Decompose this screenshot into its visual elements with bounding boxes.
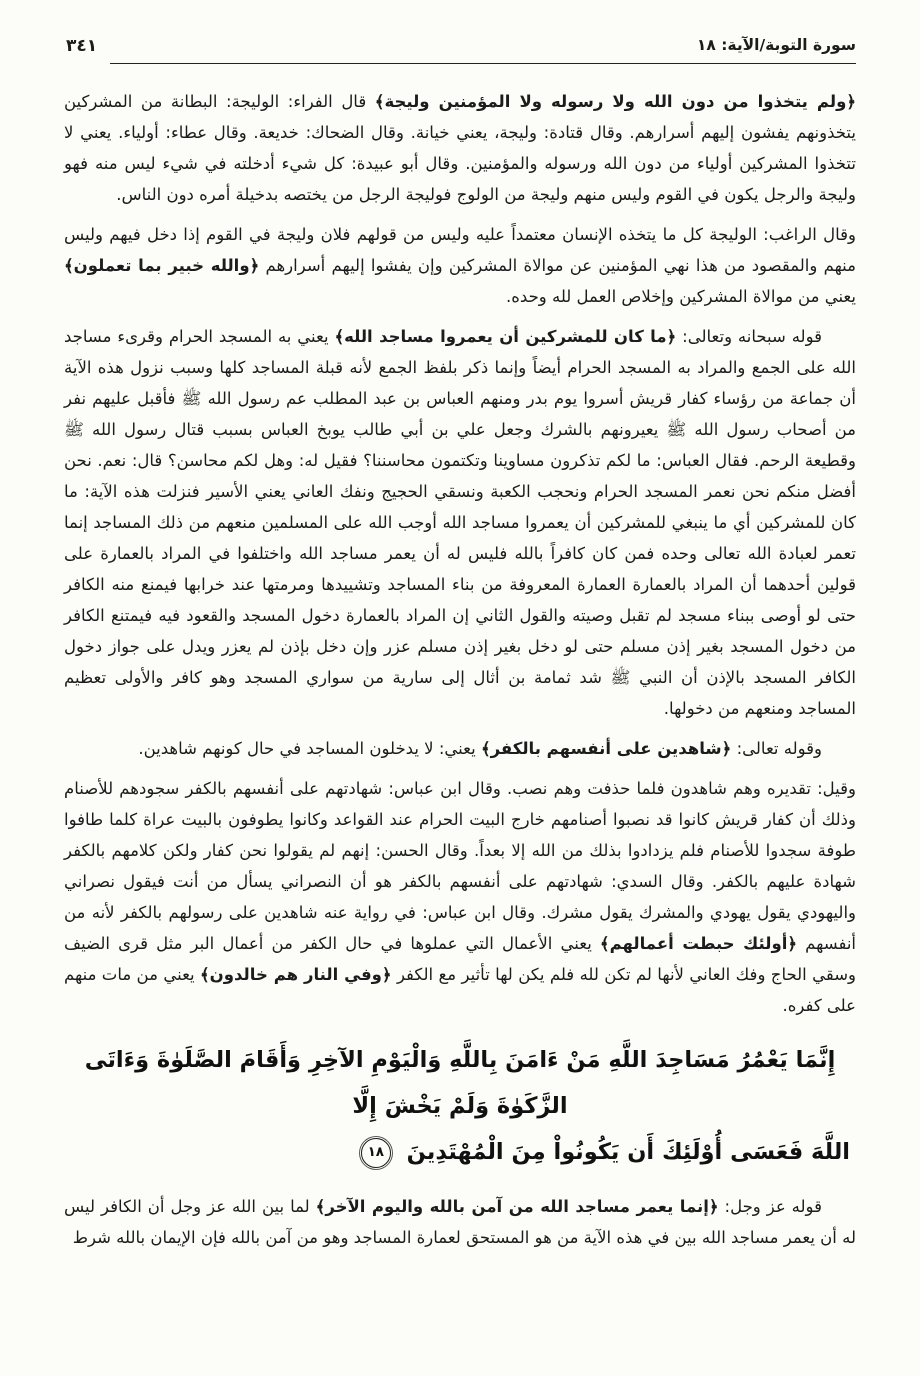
paragraph-walijah-commentary: ﴿ولم يتخذوا من دون الله ولا رسوله ولا المؤمنين وليجة﴾ قال الفراء: الوليجة: البطانة من المشركين يتخذونهم يفشون إليهم أسرارهم. وقال قتادة: وليجة، يعني خيانة. وقال الضحاك: خديعة. وقال عطاء: أولياء. يعني لا تتخذوا المشركين أولياء من دون الله ورسوله والمؤمنين. وقال أبو عبيدة: كل شيء أدخلته في شيء ليس منه فهو وليجة والرجل يكون في القوم وليس منهم وليجة من الولوج فوليجة الرجل من يختصه بدخيلة أمره دون الناس. bbox=[64, 92, 856, 204]
verse-line-2 bbox=[70, 1129, 850, 1175]
verse-line-2-text: اللَّهَ فَعَسَى أُوْلَئِكَ أَن يَكُونُواْ مِنَ الْمُهْتَدِينَ bbox=[406, 1139, 850, 1165]
paragraph-shahidin-commentary: وقوله تعالى: ﴿شاهدين على أنفسهم بالكفر﴾ يعني: لا يدخلون المساجد في حال كونهم شاهدين. bbox=[138, 739, 822, 758]
page-body bbox=[64, 86, 856, 1253]
paragraph-closing-commentary: قوله عز وجل: ﴿إنما يعمر مساجد الله من آمن بالله واليوم الآخر﴾ لما بين الله عز وجل أن الكافر ليس له أن يعمر مساجد الله بين في هذه الآية من هو المستحق لعمارة المساجد وهو من آمن بالله فإن الإيمان بالله شرط bbox=[64, 1197, 856, 1247]
ayah-number-medallion bbox=[361, 1138, 391, 1168]
chapter-verse-header: سورة التوبة/الآية: ١٨ bbox=[696, 36, 856, 54]
page-number: ٣٤١ bbox=[66, 36, 98, 56]
paragraph-masajid-commentary: قوله سبحانه وتعالى: ﴿ما كان للمشركين أن يعمروا مساجد الله﴾ يعني به المسجد الحرام وقرىء مساجد الله على الجمع والمراد به المسجد الحرام أيضاً وإنما ذكر بلفظ الجمع لأنه قبلة المساجد كلها وسبب نزول هذه الآية أن جماعة من رؤساء كفار قريش أسروا يوم بدر ومنهم العباس بن عبد المطلب عم رسول الله ﷺ فأقبل عليهم نفر من أصحاب رسول الله ﷺ يعيرونهم بالشرك وجعل علي بن أبي طالب يوبخ العباس بسبب قتال رسول الله ﷺ وقطيعة الرحم. فقال العباس: ما لكم تذكرون مساوينا وتكتمون محاسننا؟ فقيل له: وهل لكم محاسن؟ قال: نعم. نحن أفضل منكم نحن نعمر المسجد الحرام ونحجب الكعبة ونسقي الحجيج ونفك العاني يعني الأسير فنزلت هذه الآية: ما كان للمشركين أي ما ينبغي للمشركين أن يعمروا مساجد الله أوجب الله على المسلمين منعهم من ذلك المساجد إنما تعمر لعبادة الله تعالى وحده فمن كان كافراً بالله فليس له أن يعمر مساجد الله واختلفوا في المراد بالعمارة على قولين أحدهما أن المراد بالعمارة العمارة المعروفة من بناء المساجد وتشييدها ومرمتها عند خرابها فيمنع منه الكافر حتى لو أوصى ببناء مسجد لم تقبل وصيته والقول الثاني إن المراد بالعمارة دخول المسجد والقعود فيه فيمتنع الكافر من دخول المسجد بغير إذن مسلم حتى لو دخل بغير إذن مسلم عزر وإن دخل بإذن لم يعزر ويدل على جواز دخول الكافر المسجد بالإذن أن النبي ﷺ شد ثمامة بن أثال إلى سارية من سواري المسجد وهو كافر والأولى تعظيم المساجد ومنعهم من دخولها. bbox=[64, 327, 856, 718]
paragraph-raghib-commentary: وقال الراغب: الوليجة كل ما يتخذه الإنسان معتمداً عليه وليس من قولهم فلان وليجة في القوم إذا دخل فيهم وليس منهم والمقصود من هذا نهي المؤمنين عن موالاة المشركين وإن يفشوا إليهم أسرارهم ﴿والله خبير بما تعملون﴾ يعني من موالاة المشركين وإخلاص العمل لله وحده. bbox=[64, 225, 856, 306]
header-rule bbox=[110, 63, 856, 64]
verse-line-1: إِنَّمَا يَعْمُرُ مَسَاجِدَ اللَّهِ مَنْ ءَامَنَ بِاللَّهِ وَالْيَوْمِ الآخِرِ وَأَقَامَ الصَّلَوٰةَ وَءَاتَى الزَّكَوٰةَ وَلَمْ يَخْشَ إِلَّا bbox=[84, 1047, 836, 1119]
quran-verse bbox=[70, 1037, 850, 1175]
ayah-number: ١٨ bbox=[367, 1143, 385, 1160]
page-header bbox=[64, 34, 856, 64]
paragraph-waqila-commentary: وقيل: تقديره وهم شاهدون فلما حذفت وهم نصب. وقال ابن عباس: شهادتهم على أنفسهم بالكفر سجودهم للأصنام وذلك أن كفار قريش كانوا قد نصبوا أصنامهم خارج البيت الحرام عند القواعد وكانوا يطوفون بالبيت عراة كلما طافوا طوفة سجدوا للأصنام فلم يزدادوا بذلك من الله إلا بعداً. وقال الحسن: إنهم لم يقولوا نحن كفار ولكن كلامهم بالكفر شهادة عليهم بالكفر. وقال السدي: شهادتهم على أنفسهم بالكفر هو أن النصراني يسأل من أنت فيقول نصراني واليهودي يقول يهودي والمشرك يقول مشرك. وقال ابن عباس: في رواية عنه شاهدين على رسولهم بالكفر لأنه من أنفسهم ﴿أولئك حبطت أعمالهم﴾ يعني الأعمال التي عملوها في حال الكفر من أعمال البر مثل قرى الضيف وسقي الحاج وفك العاني لأنها لم تكن لله فلم يكن لها تأثير مع الكفر ﴿وفي النار هم خالدون﴾ يعني من مات منهم على كفره. bbox=[64, 779, 857, 1015]
